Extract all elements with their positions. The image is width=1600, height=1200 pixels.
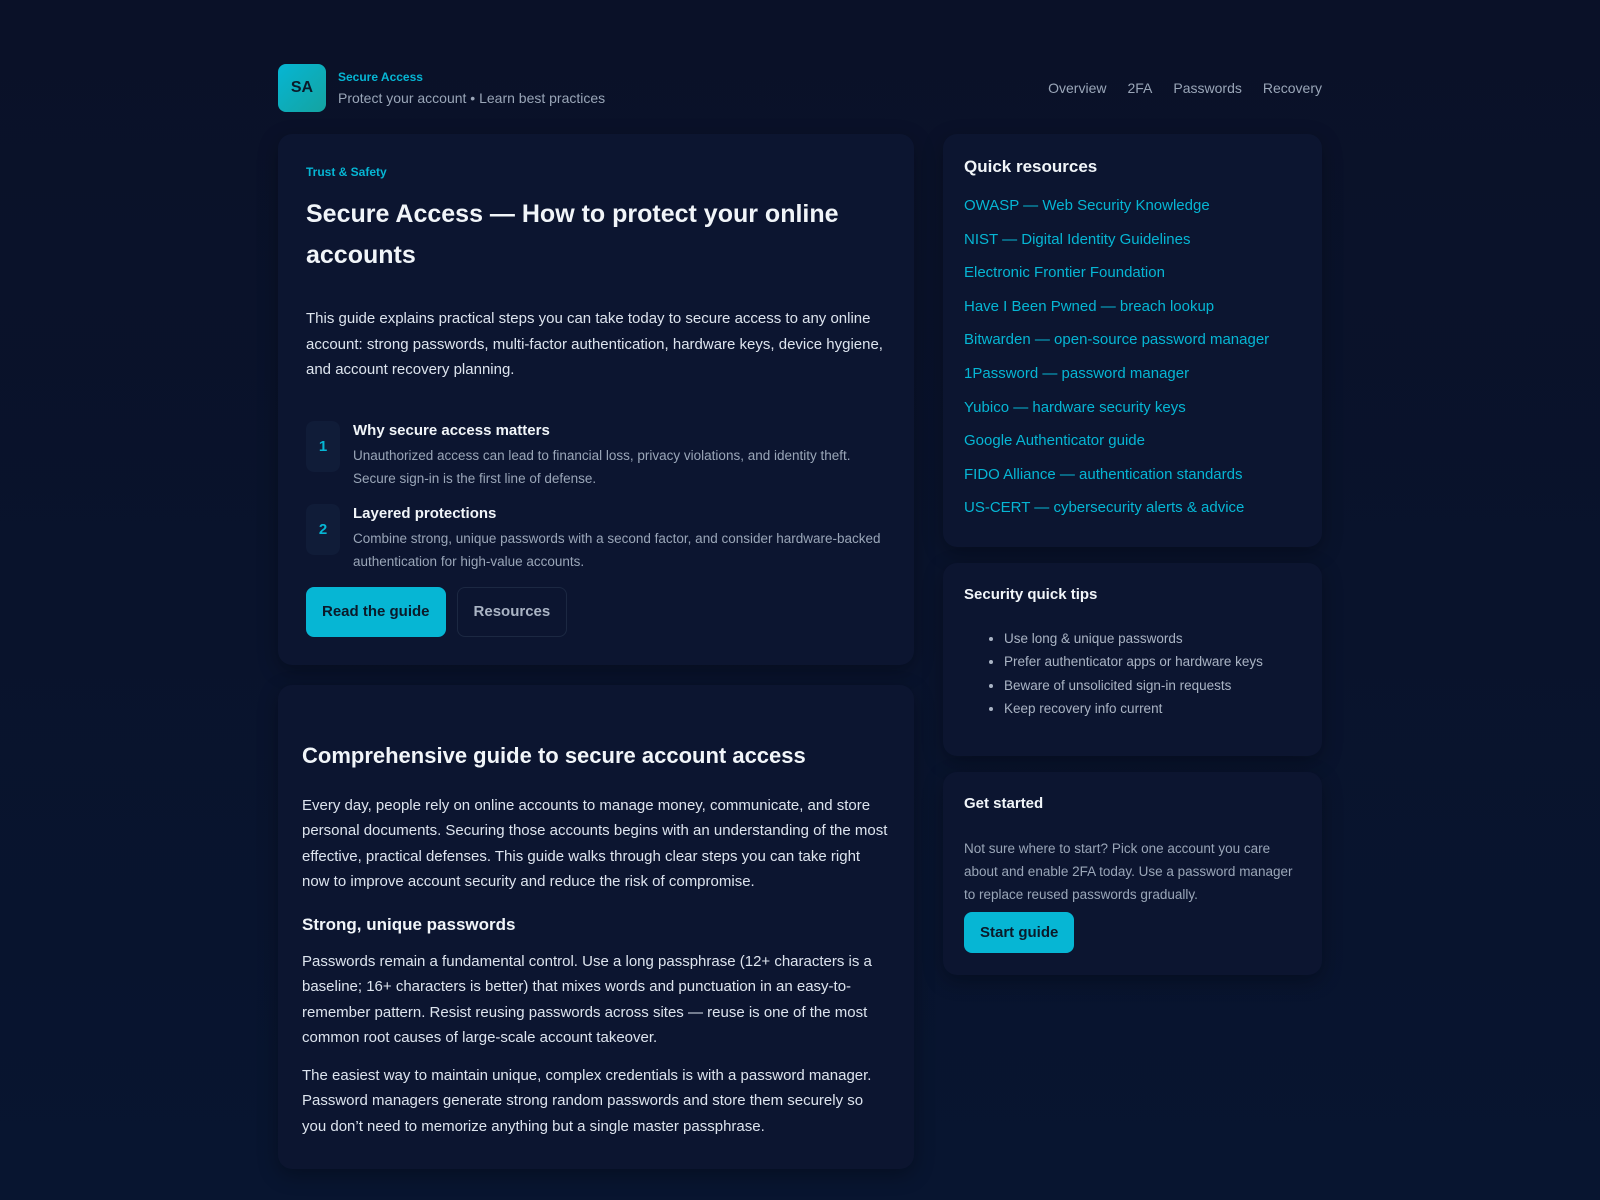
tip-item: • Keep recovery info current xyxy=(1004,697,1301,720)
start-guide-button[interactable]: Start guide xyxy=(964,912,1074,953)
guide-article xyxy=(278,685,914,1170)
tip-item: • Prefer authenticator apps or hardware keys xyxy=(1004,650,1301,673)
brand-name: Secure Access xyxy=(338,70,423,84)
resource-item xyxy=(964,323,1301,357)
resource-link[interactable]: US-CERT — cybersecurity alerts & advice xyxy=(964,499,1245,517)
page-title: Secure Access — How to protect your online accounts xyxy=(306,200,839,269)
resource-item xyxy=(964,491,1301,525)
top-nav xyxy=(1048,80,1322,96)
step-number: 2 xyxy=(306,504,340,555)
resource-link[interactable]: OWASP — Web Security Knowledge xyxy=(964,197,1210,214)
resource-link[interactable]: Electronic Frontier Foundation xyxy=(964,264,1165,282)
get-started-title: Get started xyxy=(964,795,1044,813)
tip-item: • Use long & unique passwords xyxy=(1004,627,1301,650)
step-title: Layered protections xyxy=(353,504,497,522)
tip-item: • Beware of unsolicited sign-in requests xyxy=(1004,674,1301,697)
steps-list xyxy=(306,421,886,573)
step-title: Why secure access matters xyxy=(353,421,550,439)
logo: SA xyxy=(278,64,326,112)
nav-overview[interactable]: Overview xyxy=(1048,80,1107,96)
resource-item xyxy=(964,391,1301,425)
resource-item xyxy=(964,458,1301,492)
site-header xyxy=(278,64,1322,112)
nav-recovery[interactable]: Recovery xyxy=(1262,80,1322,96)
tips-list xyxy=(1004,627,1301,720)
resource-link[interactable]: Google Authenticator guide xyxy=(964,432,1145,450)
page xyxy=(278,0,1322,1169)
lead-text: This guide explains practical steps you can take today to secure access to any online account: strong passwords, multi-factor authentication, hardware keys, device hygiene, and account recovery planning. xyxy=(306,310,883,378)
resource-link[interactable]: Yubico — hardware security keys xyxy=(964,398,1186,416)
step-item xyxy=(306,421,886,490)
resources-list xyxy=(964,189,1301,525)
get-started-text: Not sure where to start? Pick one account you care about and enable 2FA today. Use a password manager to replace reused passwords gradually. xyxy=(964,841,1293,903)
step-text: Unauthorized access can lead to financial loss, privacy violations, and identity theft. Secure sign-in is the first line of defense. xyxy=(353,447,851,486)
resource-link[interactable]: Have I Been Pwned — breach lookup xyxy=(964,297,1215,315)
brand-tagline: Protect your account • Learn best practices xyxy=(338,90,606,106)
nav-2fa[interactable]: 2FA xyxy=(1127,80,1153,96)
resource-item xyxy=(964,357,1301,391)
read-guide-button[interactable]: Read the guide xyxy=(306,587,446,637)
step-text: Combine strong, unique passwords with a second factor, and consider hardware-backed authentication for high-value accounts. xyxy=(353,530,881,569)
brand xyxy=(338,69,605,107)
eyebrow: Trust & Safety xyxy=(306,165,387,179)
get-started-card xyxy=(943,772,1322,975)
resource-item xyxy=(964,189,1301,223)
section-heading: Strong, unique passwords xyxy=(302,914,516,934)
step-number: 1 xyxy=(306,421,340,472)
resource-item xyxy=(964,290,1301,324)
security-tips-card xyxy=(943,563,1322,756)
hero-card xyxy=(278,134,914,665)
tips-title: Security quick tips xyxy=(964,585,1098,603)
paragraph: Passwords remain a fundamental control. Use a long passphrase (12+ characters is a baseline; 16+ characters is better) that mixes words and punctuation in an easy-to-remember pattern. Resist reusing passwords across sites — reuse is one of the most common root causes of large-scale account takeover. xyxy=(302,952,872,1046)
resource-link[interactable]: Bitwarden — open-source password manager xyxy=(964,331,1270,349)
resource-item xyxy=(964,223,1301,257)
resource-link[interactable]: 1Password — password manager xyxy=(964,364,1190,382)
paragraph: The easiest way to maintain unique, complex credentials is with a password manager. Password managers generate strong random passwords and store them securely so you don’t need to memorize anything but a single master passphrase. xyxy=(302,1066,872,1135)
resource-link[interactable]: NIST — Digital Identity Guidelines xyxy=(964,230,1191,248)
resource-link[interactable]: FIDO Alliance — authentication standards xyxy=(964,465,1243,483)
guide-intro: Every day, people rely on online accounts to manage money, communicate, and store personal documents. Securing those accounts begins with an understanding of the most effective, practical defenses. This guide walks through clear steps you can take right now to improve account security and reduce the risk of compromise. xyxy=(302,796,888,890)
guide-title: Comprehensive guide to secure account access xyxy=(302,742,806,768)
resources-button[interactable]: Resources xyxy=(457,587,568,637)
resource-item xyxy=(964,256,1301,290)
quick-resources-card xyxy=(943,134,1322,547)
nav-passwords[interactable]: Passwords xyxy=(1173,80,1242,96)
resource-item xyxy=(964,424,1301,458)
resources-title: Quick resources xyxy=(964,157,1098,176)
step-item xyxy=(306,504,886,573)
